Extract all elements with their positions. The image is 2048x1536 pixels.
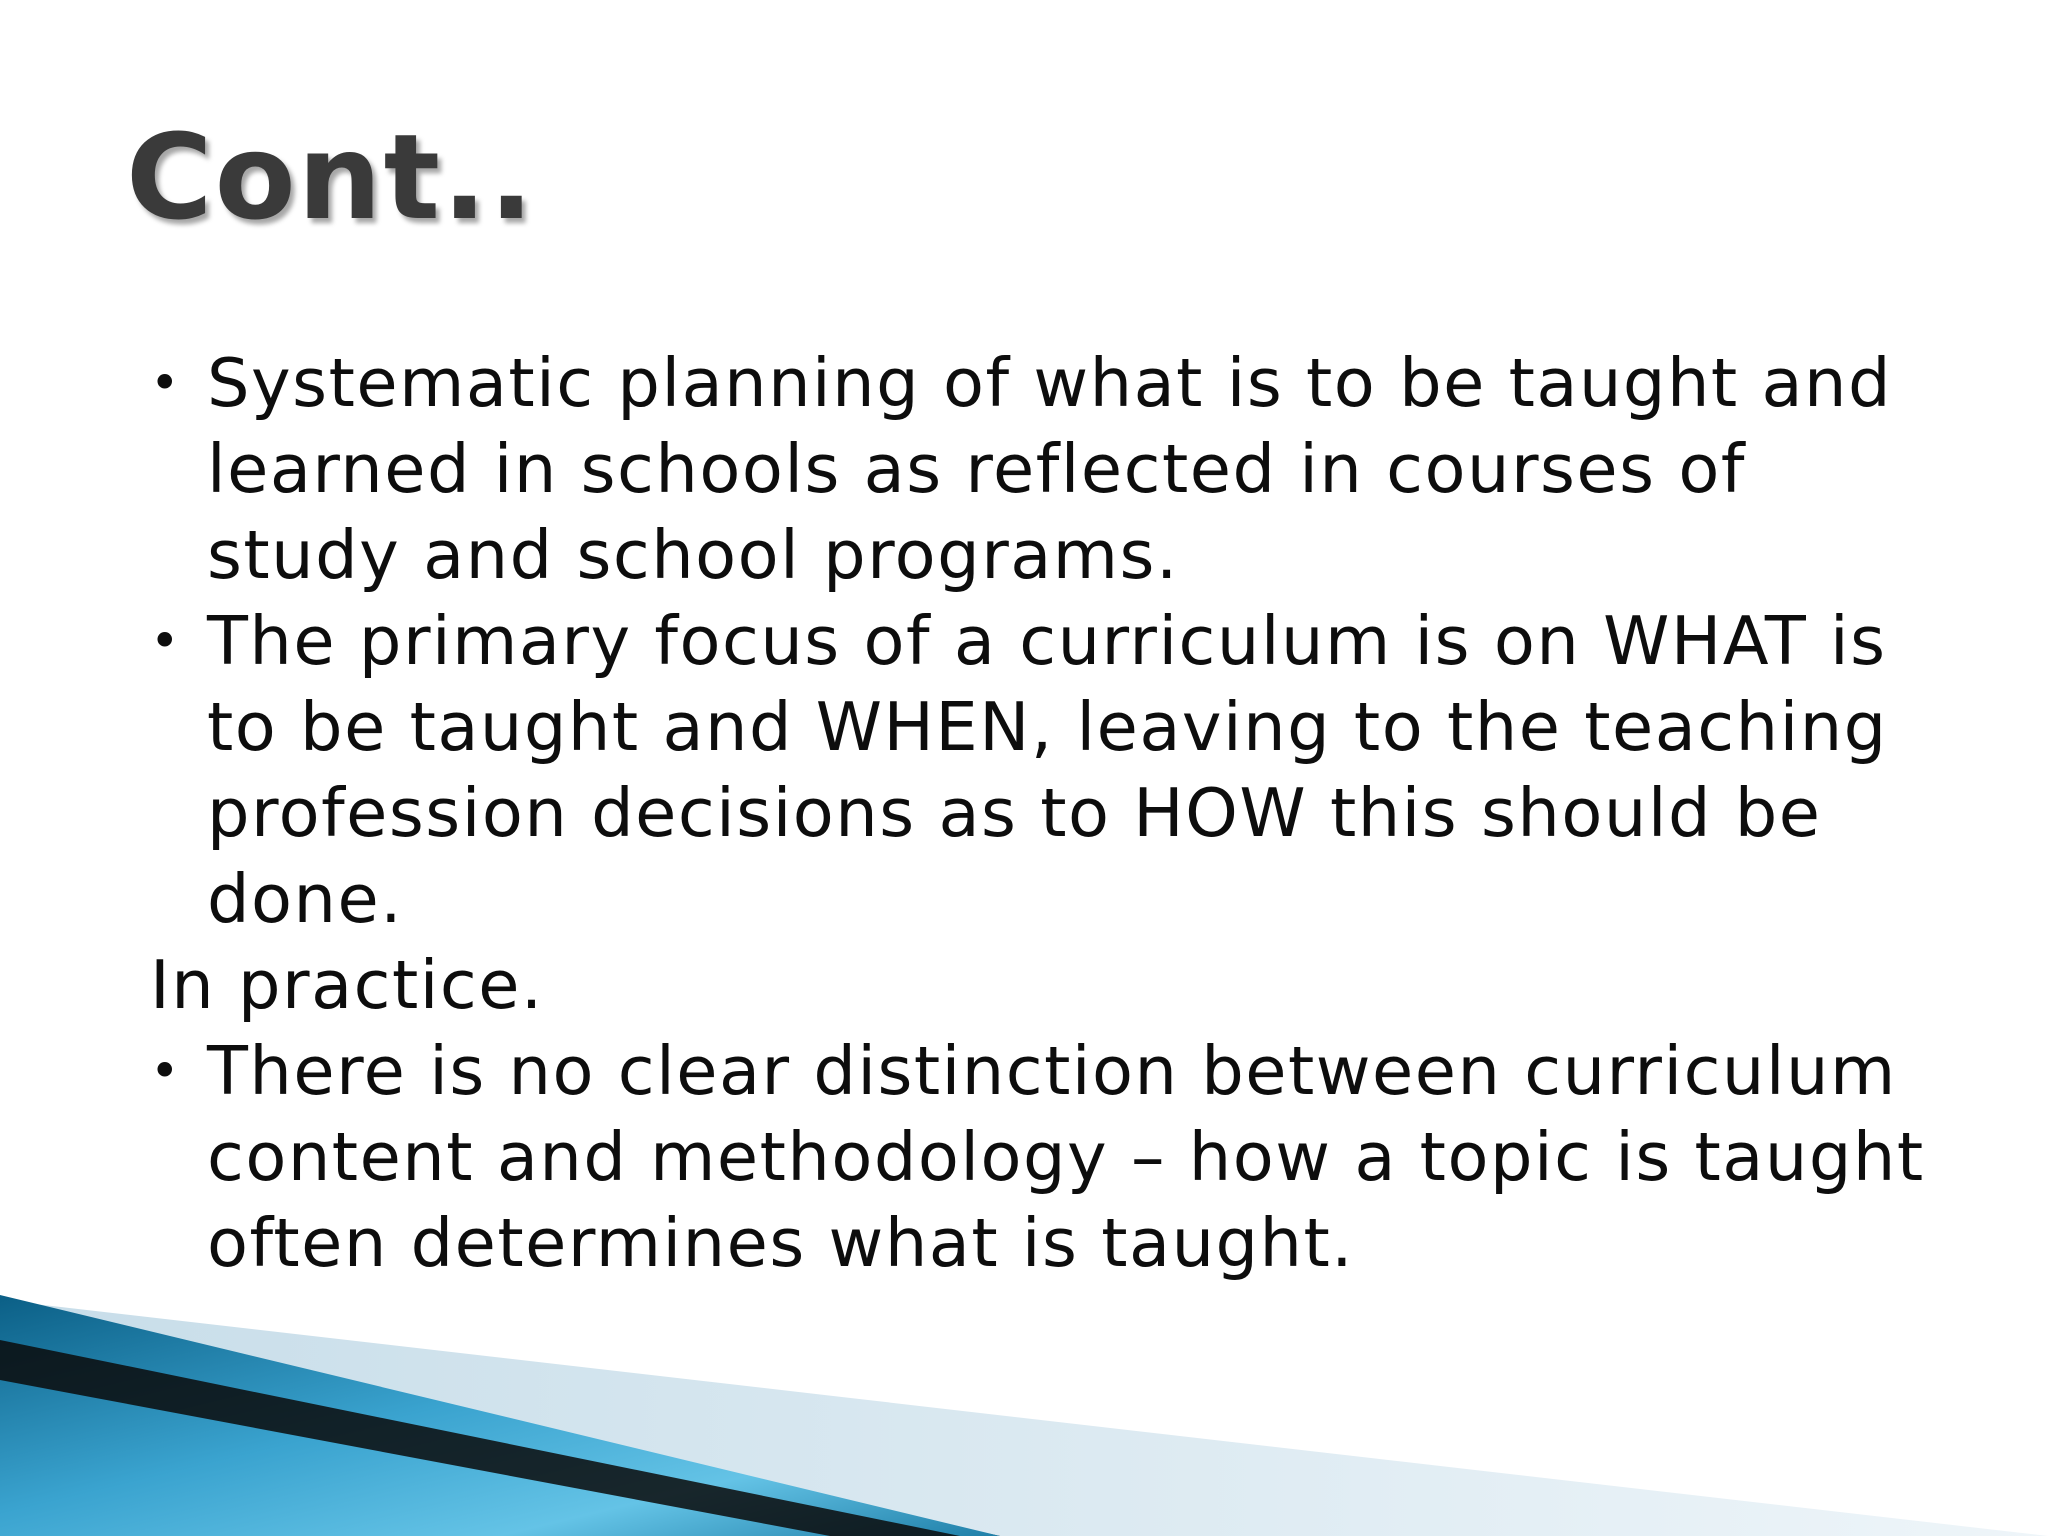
swoosh-pale-band <box>0 1300 2048 1536</box>
bullet-text: There is no clear distinction between curriculum content and methodology – how a topic is taught often determines what is taught. <box>207 1032 1925 1282</box>
bullet-item <box>150 598 1950 942</box>
bullet-icon: • <box>150 354 181 412</box>
bullet-text: The primary focus of a curriculum is on WHAT is to be taught and WHEN, leaving to the teaching profession decisions as to HOW this should be done. <box>207 602 1888 938</box>
plain-paragraph <box>150 942 1950 1028</box>
slide-body <box>150 340 1950 1286</box>
swoosh-dark-edge <box>0 1340 960 1536</box>
bullet-text: Systematic planning of what is to be taught and learned in schools as reflected in courses of study and school programs. <box>207 344 1893 594</box>
slide-title: Cont.. <box>126 108 536 246</box>
bullet-icon: • <box>150 1042 181 1100</box>
bullet-item <box>150 340 1950 598</box>
bullet-item <box>150 1028 1950 1286</box>
swoosh-teal-band <box>0 1295 1000 1536</box>
paragraph-text: In practice. <box>150 946 544 1024</box>
bullet-icon: • <box>150 612 181 670</box>
swoosh-black-band <box>0 1320 1000 1536</box>
